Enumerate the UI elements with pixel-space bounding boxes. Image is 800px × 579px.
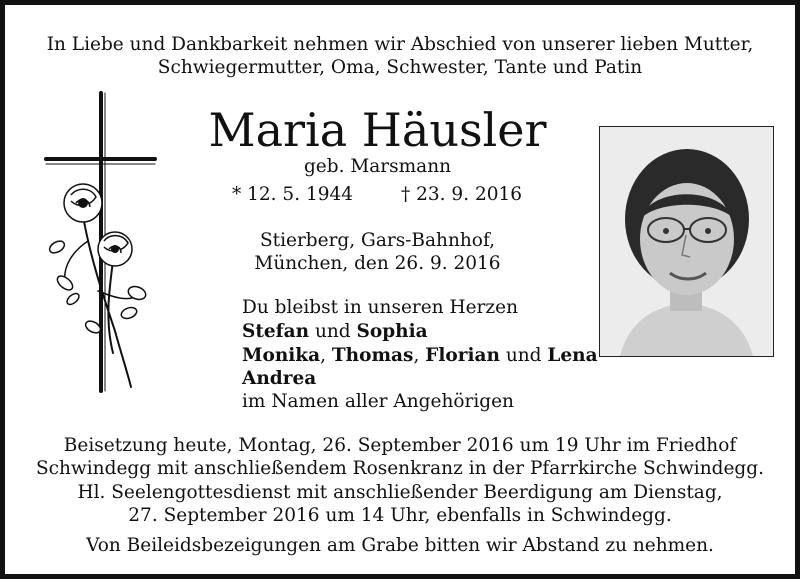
funeral-line-3: Hl. Seelengottesdienst mit anschließender Beerdigung am Dienstag, [77,482,723,503]
cross-with-roses-icon [43,91,163,401]
portrait-image [600,127,773,356]
footer-note: Von Beileidsbezeigungen am Grabe bitten wir Abstand zu nehmen. [86,535,714,556]
portrait-photo [599,126,774,357]
funeral-line-2: Schwindegg mit anschließendem Rosenkranz in der Pfarrkirche Schwindegg. [35,458,764,479]
funeral-line-1: Beisetzung heute, Montag, 26. September 2016 um 19 Uhr im Friedhof [63,435,737,456]
death-date: † 23. 9. 2016 [401,184,523,205]
place-line-2: München, den 26. 9. 2016 [254,253,501,274]
mourners-heading: Du bleibst in unseren Herzen [242,297,519,318]
birth-date: * 12. 5. 1944 [232,184,354,205]
maiden-name: geb. Marsmann [303,156,452,177]
intro-line-1: In Liebe und Dankbarkeit nehmen wir Abschied von unserer lieben Mutter, [46,34,754,55]
deceased-name: Maria Häusler [208,103,547,157]
mourners-row-3: Andrea [242,368,317,389]
intro-line-2: Schwiegermutter, Oma, Schwester, Tante und Patin [157,57,643,78]
mourners-closing: im Namen aller Angehörigen [242,391,514,412]
mourners-row-1: Stefan und Sophia [242,321,428,342]
mourners-row-2: Monika, Thomas, Florian und Lena [242,345,598,366]
place-line-1: Stierberg, Gars-Bahnhof, [259,230,496,251]
funeral-line-4: 27. September 2016 um 14 Uhr, ebenfalls in Schwindegg. [128,505,672,526]
